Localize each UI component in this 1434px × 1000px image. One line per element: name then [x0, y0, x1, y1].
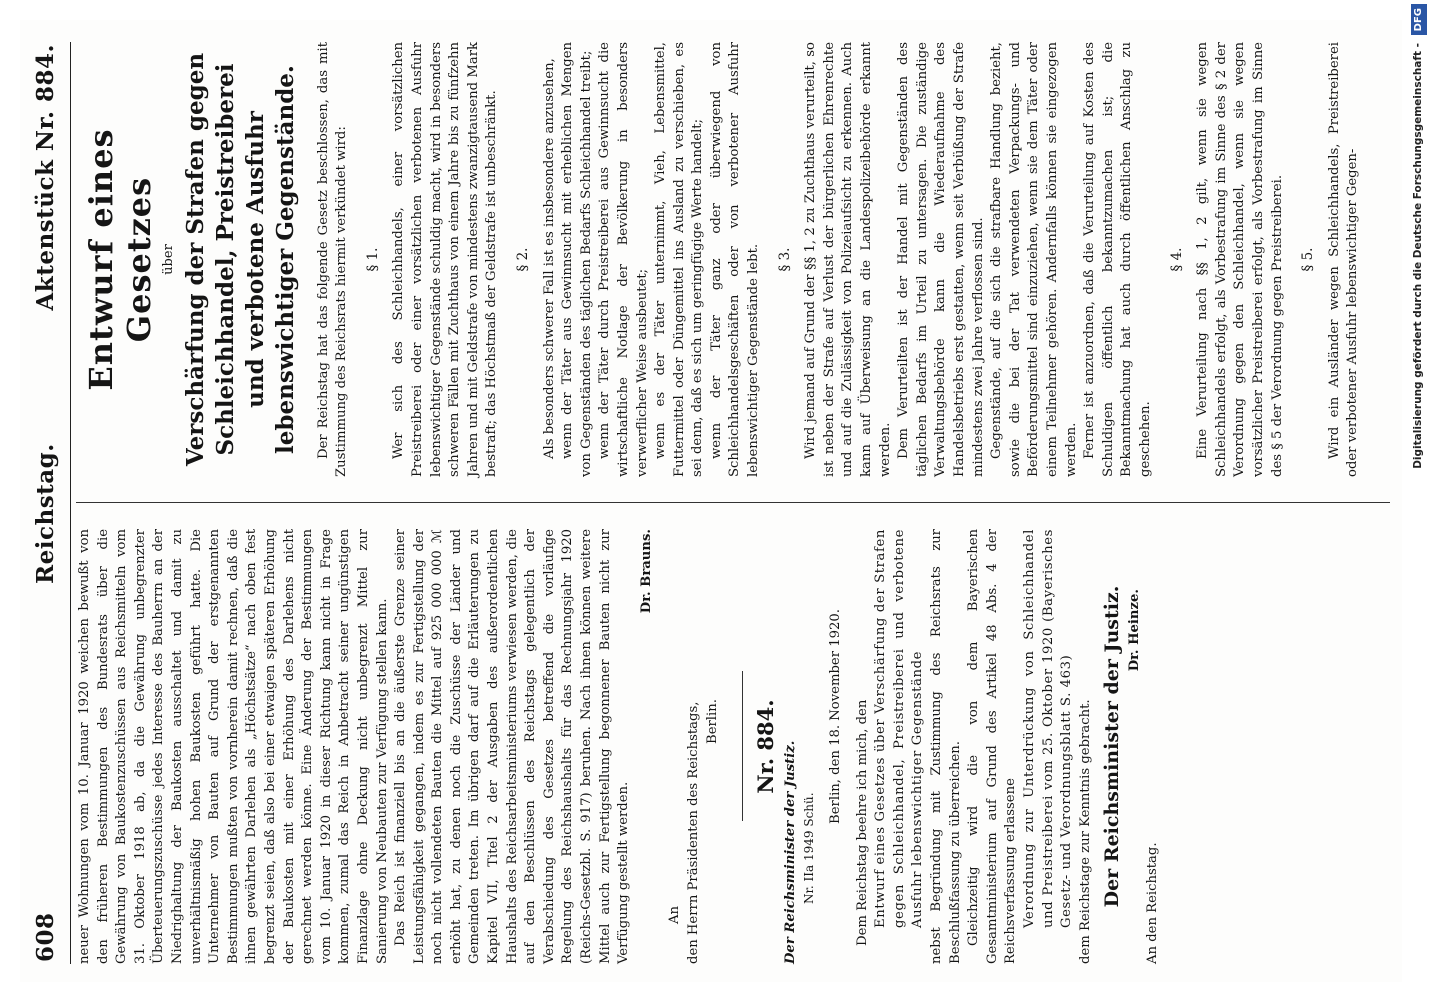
paragraph: Das Reich ist finanziell bis an die äußerste Grenze seiner Leistungsfähigkeit gegangen, indem es zur Fertigstellung der noch nicht vollendeten Bauten die Mittel auf 925 000 000 ℳ erhöht hat, zu denen noch die Zuschüsse der Länder und Gemeinden treten. Im übrigen darf auf die Erläuterungen zu Kapitel VII, Titel 2 der Ausgaben des außerordentlichen Haushalts des Reichsarbeitsministeriums verwiesen werden, die auf den Beschlüssen des Reichstags gelegentlich der Verabschiedung des Gesetzes betreffend die vorläufige Regelung des Reichshaushalts für das Rechnungsjahr 1920 (Reichs-Gesetzbl. S. 917) beruhen. Nach ihnen können weitere Mittel auch zur Fertigstellung begonnener Bauten nicht zur Verfügung gestellt werden. — [393, 529, 632, 964]
bill-subtitle: Verschärfung der Strafen gegen Schleichhandel, Preistreiberei und verbotene Ausfuhr lebenswichtiger Gegenstände. — [181, 52, 299, 467]
paragraph: Als besonders schwerer Fall ist es insbesondere anzusehen, — [541, 58, 557, 459]
paragraph: Wer sich des Schleichhandels, einer vorsätzlichen Preistreiberei oder einer vorsätzlichen verbotenen Ausfuhr lebenswichtiger Gegenstände schuldig macht, wird in besonders schweren Fällen mit Zuchthaus von einem Jahre bis zu fünfzehn Jahren und mit Geldstrafe von mindestens zwanzigtausend Mark bestraft; das Höchstmaß der Geldstrafe ist unbeschränkt. — [391, 42, 500, 477]
left-column — [76, 529, 1390, 964]
paragraph: Wird jemand auf Grund der §§ 1, 2 zu Zuchthaus verurteilt, so ist neben der Strafe auf Verlust der bürgerlichen Ehrenrechte und auf die Zulässigkeit von Polizeiaufsicht zu erkennen. Auch kann auf Überweisung an die Landespolizeibehörde erkannt werden. — [803, 42, 893, 477]
digitization-stamp — [1409, 4, 1427, 994]
two-column-body — [76, 42, 1390, 964]
address-an: An — [667, 905, 683, 924]
signature-heinze: Dr. Heinze. — [1126, 589, 1142, 672]
paragraph: Dem Verurteilten ist der Handel mit Gegenständen des täglichen Bedarfs im Urteil zu untersagen. Die zuständige Verwaltungsbehörde kann die Wiederaufnahme des Handelsbetriebs erst gestatten, wenn seit Verbüßung der Strafe mindestens zwei Jahre verflossen sind. — [896, 42, 986, 477]
paragraph: neuer Wohnungen vom 10. Januar 1920 weichen bewußt von den früheren Bestimmungen des Bundesrats über die Gewährung von Baukostenzuschüssen aus Reichsmitteln vom 31. Oktober 1918 ab, da die Gewährung unbegrenzter Überteuerungszuschüsse jedes Interesse des Bauherrn an der Niedrighaltung der Baukosten ausschaltet und damit zu unverhältnismäßig hohen Baukosten geführt hatte. Die Unternehmer von Bauten auf Grund der erstgenannten Bestimmungen mußten von vornherein damit rechnen, daß die ihnen gewährten Darlehen als „Höchstsätze“ nach oben fest begrenzt seien, daß also bei einer etwaigen späteren Erhöhung der Baukosten mit einer Erhöhung des Darlehens nicht gerechnet werden könne. Eine Änderung der Bestimmungen vom 10. Januar 1920 in dieser Richtung kann nicht in Frage kommen, zumal das Reich in Anbetracht seiner ungünstigen Finanzlage ohne Deckung nicht unbegrenzt Mittel zur Sanierung von Neubauten zur Verfügung stellen kann. — [77, 529, 390, 964]
reference-number: Nr. IIa 1949 Schü. — [802, 792, 817, 904]
section-heading-1: § 1. — [364, 247, 381, 272]
paragraph: Dem Reichstag beehre ich mich, den — [854, 699, 870, 946]
document-number-heading: Nr. 884. — [753, 699, 779, 794]
address-recipient: den Herrn Präsidenten des Reichstags, — [686, 701, 701, 964]
list-item: wenn es der Täter unternimmt, Vieh, Lebensmittel, Futtermittel oder Düngemittel ins Ausland zu verschieben, es sei denn, daß es sich um geringfügige Werte handelt; — [653, 42, 706, 477]
paragraph: Wird ein Ausländer wegen Schleichhandels, Preistreiberei oder verbotener Ausfuhr lebenswichtiger Gegen- — [1326, 42, 1361, 477]
akte-number: Aktenstück Nr. 884. — [32, 44, 59, 311]
minister-heading: Der Reichsminister der Justiz. — [1101, 585, 1124, 908]
right-column — [76, 42, 1390, 477]
paragraph: dem Reichstage zur Kenntnis gebracht. — [1077, 699, 1093, 964]
letter-date: Berlin, den 18. November 1920. — [827, 609, 843, 824]
paragraph: Gleichzeitig wird die von dem Bayerischen Gesamtministerium auf Grund des Artikel 48 Abs. 4 der Reichsverfassung erlassene — [966, 529, 1019, 964]
preamble: Der Reichstag hat das folgende Gesetz beschlossen, das mit Zustimmung des Reichsrats hiermit verkündet wird: — [315, 42, 350, 477]
running-header — [26, 42, 71, 964]
digitization-credit: Digitalisierung gefördert durch die Deutsche Forschungsgemeinschaft - — [1412, 43, 1424, 469]
address-block — [666, 529, 722, 964]
list-item: wenn der Täter durch Preistreiberei aus Gewinnsucht die wirtschaftliche Notlage der Bevölkerung in besonders verwerflicher Weise ausbeutet; — [597, 42, 650, 477]
paragraph: nebst Begründung mit Zustimmung des Reichsrats zur Beschlußfassung zu überreichen. — [928, 529, 963, 964]
bill-title-ueber: über — [161, 244, 176, 275]
bill-title-block: Entwurf eines Gesetzes über Verschärfung der Strafen gegen Schleichhandel, Preistreiberei und verbotene Ausfuhr lebenswichtiger Gegenstände — [873, 529, 926, 928]
list-item: wenn der Täter aus Gewinnsucht mit erheblichen Mengen von Gegenständen des täglichen Bedarfs Schleichhandel treibt; — [560, 42, 594, 477]
bill-title: Entwurf eines Gesetzes — [82, 128, 158, 391]
paragraph: Ferner ist anzuordnen, daß die Verurteilung auf Kosten des Schuldigen öffentlich bekanntzumachen ist; die Bekanntmachung hat auch durch öffentlichen Anschlag zu geschehen. — [1082, 42, 1153, 477]
paragraph: Gegenstände, auf die sich die strafbare Handlung bezieht, sowie die bei der Tat verwendeten Verpackungs- und Beförderungsmittel sind einzuziehen, wenn sie dem Täter oder einem Teilnehmer gehören. Andernfalls können sie eingezogen werden. — [989, 42, 1079, 477]
sender-line: Der Reichsminister der Justiz. — [782, 740, 798, 964]
document-page — [20, 20, 1402, 982]
addressee-line: An den Reichstag. — [1145, 842, 1161, 964]
running-title: Reichstag. — [32, 443, 59, 584]
section-heading-3: § 3. — [776, 247, 793, 272]
column-divider — [76, 502, 1390, 503]
section-heading-4: § 4. — [1168, 247, 1185, 272]
list-item: wenn der Täter ganz oder überwiegend von Schleichhandelsgeschäften oder von verbotener Ausfuhr lebenswichtiger Gegenstände lebt. — [708, 42, 762, 477]
signature-brauns: Dr. Brauns. — [638, 529, 654, 614]
address-city: Berlin. — [704, 699, 720, 744]
page-number: 608 — [32, 912, 59, 962]
section-divider — [742, 672, 743, 822]
section-heading-5: § 5. — [1300, 247, 1317, 272]
dfg-logo: DFG — [1411, 4, 1427, 35]
ordinance-title-block: Verordnung zur Unterdrückung von Schleichhandel und Preistreiberei vom 25. Oktober 1920 (Bayerisches Gesetz- und Verordnungsblatt S. 463) — [1021, 529, 1075, 928]
paragraph: Eine Verurteilung nach §§ 1, 2 gilt, wenn sie wegen Schleichhandels erfolgt, als Vorbestrafung im Sinne des § 2 der Verordnung gegen den Schleichhandel, wenn sie wegen vorsätzlicher Preistreiberei erfolgt, als Vorbestrafung im Sinne des § 5 der Verordnung gegen Preistreiberei. — [1195, 42, 1285, 477]
section-heading-2: § 2. — [514, 247, 531, 272]
